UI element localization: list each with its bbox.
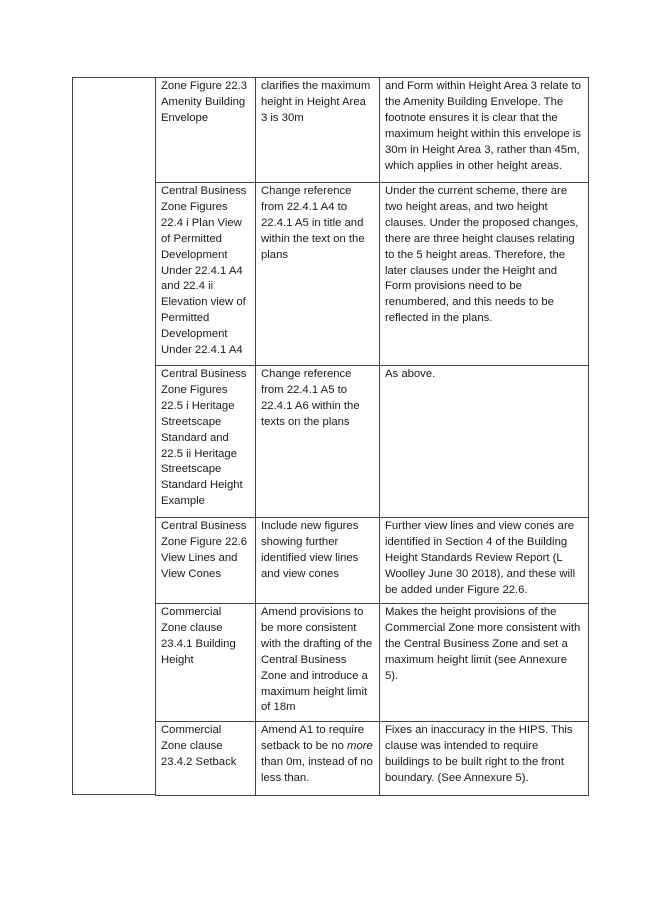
- change-cell: clarifies the maximum height in Height Area 3 is 30m: [256, 78, 380, 183]
- change-text-end: than 0m, instead of no less than.: [261, 755, 373, 784]
- change-cell: Include new figures showing further identified view lines and view cones: [256, 518, 380, 604]
- table-row: [156, 78, 589, 183]
- item-cell: Zone Figure 22.3 Amenity Building Envelope: [156, 78, 256, 183]
- reason-cell: As above.: [380, 366, 589, 518]
- amendments-table: [155, 77, 589, 796]
- reason-cell: Further view lines and view cones are identified in Section 4 of the Building Height Standards Review Report (L Woolley June 30 2018), and these will be added under Figure 22.6.: [380, 518, 589, 604]
- blank-left-column: [72, 77, 155, 795]
- reason-cell: Fixes an inaccuracy in the HIPS. This clause was intended to require buildings to be built right to the front boundary. (See Annexure 5).: [380, 722, 589, 796]
- item-cell: Commercial Zone clause 23.4.1 Building Height: [156, 604, 256, 722]
- item-cell: Central Business Zone Figures 22.5 i Heritage Streetscape Standard and 22.5 ii Heritage Streetscape Standard Height Example: [156, 366, 256, 518]
- table-row: [156, 518, 589, 604]
- reason-cell: Makes the height provisions of the Commercial Zone more consistent with the Central Business Zone and set a maximum height limit (see Annexure 5).: [380, 604, 589, 722]
- change-cell: Change reference from 22.4.1 A5 to 22.4.1 A6 within the texts on the plans: [256, 366, 380, 518]
- table-row: [156, 183, 589, 366]
- reason-cell: and Form within Height Area 3 relate to the Amenity Building Envelope. The footnote ensures it is clear that the maximum height within this envelope is 30m in Height Area 3, rather than 45m, which applies in other height areas.: [380, 78, 589, 183]
- change-text-start: Amend A1 to require setback to be no: [261, 724, 364, 752]
- change-cell: Change reference from 22.4.1 A4 to 22.4.1 A5 in title and within the text on the plans: [256, 183, 380, 366]
- table-row: [156, 604, 589, 722]
- change-emphasis: more: [347, 739, 373, 752]
- reason-cell: Under the current scheme, there are two height areas, and two height clauses. Under the proposed changes, there are three height clauses relating to the 5 height areas. Therefore, the later clauses under the Height and Form provisions need to be renumbered, and this needs to be reflected in the plans.: [380, 183, 589, 366]
- change-cell: [256, 722, 380, 796]
- table-row: [156, 722, 589, 796]
- item-cell: Central Business Zone Figures 22.4 i Plan View of Permitted Development Under 22.4.1 A4 and 22.4 ii Elevation view of Permitted Development Under 22.4.1 A4: [156, 183, 256, 366]
- item-cell: Commercial Zone clause 23.4.2 Setback: [156, 722, 256, 796]
- item-cell: Central Business Zone Figure 22.6 View Lines and View Cones: [156, 518, 256, 604]
- change-cell: Amend provisions to be more consistent with the drafting of the Central Business Zone and introduce a maximum height limit of 18m: [256, 604, 380, 722]
- table-row: [156, 366, 589, 518]
